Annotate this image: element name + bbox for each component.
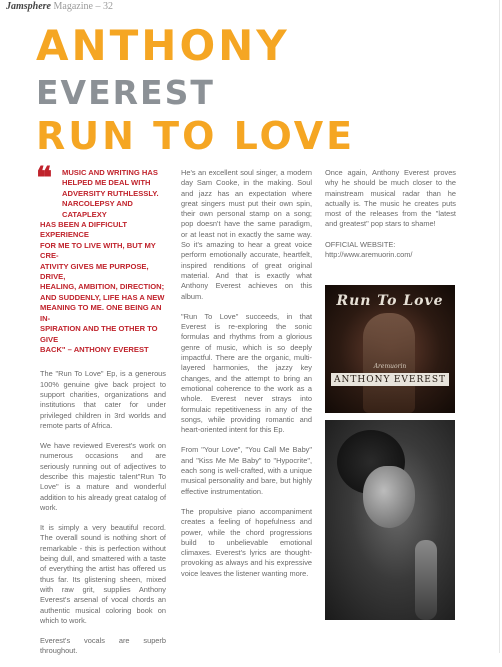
title-everest: EVEREST (36, 73, 215, 112)
body-paragraph: From "Your Love", "You Call Me Baby" and "Kiss Me Me Baby" to "Hypocrite", each song is well-crafted, with a unique musical personality and bare, but highly effective instrumentation. (181, 445, 312, 496)
cover-last-name: EVEREST (393, 374, 446, 385)
artist-portrait-image (325, 420, 455, 620)
body-paragraph: We have reviewed Everest's work on numerous occasions and are seriously running out of adjectives to describe this majestic talent"Run To Love" is a mature and wonderful addition to his already great catalog of work. (40, 441, 166, 512)
quote-line: NARCOLEPSY AND CATAPLEXY (62, 199, 133, 219)
cover-name-banner (331, 373, 449, 386)
body-paragraph: The "Run To Love" Ep, is a generous 100% genuine give back project to support charities, organizations and institutions that cater for under privileged children in 3rd worlds and remote parts of Africa. (40, 369, 166, 430)
quote-line: FOR ME TO LIVE WITH, BUT MY CRE- (40, 240, 156, 261)
page-edge-divider (499, 0, 500, 653)
magazine-brand: Jamsphere (6, 1, 51, 12)
quote-line: ADVERSITY RUTHLESSLY. (62, 188, 159, 198)
body-paragraph: Everest's vocals are superb throughout. (40, 636, 166, 656)
body-paragraph: "Run To Love" succeeds, in that Everest is re-exploring the sonic formulas and rhythms from a glorious genre of music, which is so deeply impactful. There are the organic, multi-layered harmonies, the jazzy key changes, and the attempt to bring an emotional coherence to the work as a whole. Everest never strays into formulaic repetitiveness in any of the songs, while providing romantic and heart-oriented intent for this Ep. (181, 311, 312, 435)
body-paragraph: Once again, Anthony Everest proves why he should be much closer to the mainstream musical radar than he actually is. The music he creates puts most of the releases from the "latest and greatest" pop stars to shame! (325, 168, 456, 229)
cover-first-name: ANTHONY (334, 374, 391, 385)
body-paragraph: He's an excellent soul singer, a modern day Sam Cooke, in the making. Soul and jazz has an expectation where great singers must put their own spin, their own personal stamp on a song; pop doesn't have the same paradigm, or at least not in exactly the same way. So it's amazing to hear a great voice perform emotionally accurate, heartfelt, inspired renditions of great original material. And that is exactly what Anthony Everest achieves on this album. (181, 168, 312, 301)
body-paragraph: The propulsive piano accompaniment creates a feeling of hopefulness and power, while the chord progressions build to unbelievable emotional climaxes. Everest's lyrics are thought-provoking as always and his expressive voice leaves the listener wanting more. (181, 506, 312, 578)
column-3 (325, 168, 456, 260)
album-cover-image (325, 285, 455, 413)
page-number: – 32 (92, 1, 113, 12)
magazine-label: Magazine (51, 1, 93, 12)
cover-title: Run To Love (336, 293, 444, 309)
column-2 (181, 168, 312, 589)
portrait-hand-microphone (415, 540, 437, 620)
column-1 (36, 161, 166, 667)
magazine-header (6, 1, 113, 12)
cover-signature: Aremuorin (373, 363, 407, 370)
quote-line: HAS BEEN A DIFFICULT EXPERIENCE (40, 220, 128, 240)
pull-quote (36, 161, 166, 355)
quote-line: HEALING, AMBITION, DIRECTION; (40, 282, 165, 292)
portrait-face (363, 466, 415, 528)
website-label: OFFICIAL WEBSITE: (325, 239, 396, 249)
quote-line: SPIRATION AND THE OTHER TO GIVE (40, 324, 158, 344)
body-paragraph: It is simply a very beautiful record. The overall sound is nothing short of remarkable - this is perfection without being dull, and smattered with a taste of everything the artist has offered us thus far. Its glistening sheen, mixed with raw grit, supplies Anthony Everest's arsenal of vocal chords an authentic musical coloring book on which to work. (40, 523, 166, 625)
website-link[interactable]: http://www.aremuorin.com/ (325, 250, 413, 260)
quote-line: AND SUDDENLY, LIFE HAS A NEW (40, 292, 165, 302)
title-run-to-love: RUN TO LOVE (36, 114, 356, 158)
quote-line: MEANING TO ME. ONE BEING AN IN- (40, 303, 162, 323)
quote-line: ATIVITY GIVES ME PURPOSE, DRIVE, (40, 261, 149, 282)
quote-line: MUSIC AND WRITING HAS (62, 168, 158, 177)
quote-line: BACK" – ANTHONY EVEREST (40, 344, 149, 354)
quote-mark-icon: ❝ (36, 161, 53, 196)
title-anthony: ANTHONY (36, 21, 290, 70)
quote-line: HELPED ME DEAL WITH (62, 178, 151, 188)
